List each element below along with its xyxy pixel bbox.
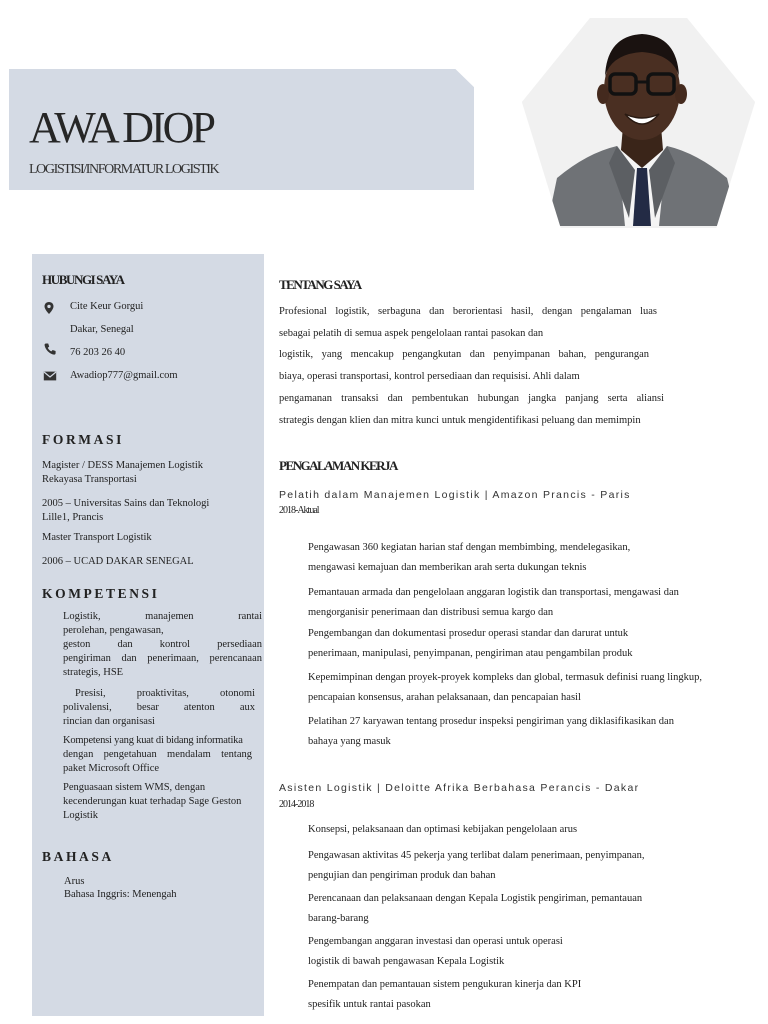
education-heading: FORMASI — [42, 432, 124, 447]
about-line: biaya, operasi transportasi, kontrol persediaan dan requisisi. Ahli dalam — [279, 371, 580, 382]
job-task: Pengawasan 360 kegiatan harian staf dengan membimbing, mendelegasikan, mengawasi kemajuan dan memberikan arah serta dukungan teknis — [308, 542, 631, 573]
about-line: pengamanan transaksi dan pembentukan hubungan jangka panjang serta aliansi — [279, 393, 664, 404]
address-line-1: Cite Keur Gorgui — [70, 301, 144, 312]
email-address: Awadiop777@gmail.com — [70, 370, 178, 381]
job-task: Pengembangan dan dokumentasi prosedur operasi standar dan darurat untuk penerimaan, manipulasi, penyimpanan, pengiriman atau pengambilan produk — [308, 628, 633, 659]
skill-item: Kompetensi yang kuat di bidang informatika dengan pengetahuan mendalam tentang paket Microsoft Office — [63, 735, 252, 774]
job-task: Pemantauan armada dan pengelolaan anggaran logistik dan transportasi, mengawasi dan mengorganisir penerimaan dan distribusi semua kargo dan — [308, 587, 679, 618]
job-dates: 2018-Aktual — [279, 505, 319, 516]
about-heading: TENTANG SAYA — [279, 277, 361, 292]
candidate-subtitle: LOGISTISI/INFORMATUR LOGISTIK — [29, 162, 219, 177]
job-task: Penempatan dan pemantauan sistem pengukuran kinerja dan KPI spesifik untuk rantai pasokan — [308, 979, 582, 1010]
job-title: Asisten Logistik | Deloitte Afrika Berbahasa Perancis - Dakar — [279, 782, 640, 794]
job-task: Pengawasan aktivitas 45 pekerja yang terlibat dalam penerimaan, penyimpanan, pengujian dan pengiriman produk dan bahan — [308, 850, 645, 881]
location-pin-icon — [42, 301, 56, 315]
languages-heading: BAHASA — [42, 849, 114, 864]
job-task: Perencanaan dan pelaksanaan dengan Kepala Logistik pengiriman, pemantauan barang-barang — [308, 893, 643, 924]
education-item: 2005 – Universitas Sains dan Teknologi Lille1, Prancis — [42, 498, 210, 523]
about-line: strategis dengan klien dan mitra kunci untuk mengidentifikasi peluang dan memimpin — [279, 415, 641, 426]
job-task: Pelatihan 27 karyawan tentang prosedur inspeksi pengiriman yang diklasifikasikan dan bahaya yang masuk — [308, 716, 674, 747]
about-line: Profesional logistik, serbaguna dan berorientasi hasil, dengan pengalaman luas — [279, 306, 657, 317]
skill-item: Presisi, proaktivitas, otonomi polivalensi, besar atenton aux rincian dan organisasi — [63, 688, 255, 727]
skills-heading: KOMPETENSI — [42, 586, 160, 601]
candidate-name: AWA DIOP — [29, 103, 213, 152]
skill-item: Penguasaan sistem WMS, dengan kecenderungan kuat terhadap Sage Geston Logistik — [63, 782, 242, 821]
phone-icon — [43, 342, 57, 356]
education-item: Master Transport Logistik — [42, 532, 152, 543]
envelope-icon — [43, 369, 57, 383]
about-line: logistik, yang mencakup pengangkutan dan penyimpanan bahan, pengurangan — [279, 349, 649, 360]
phone-number: 76 203 26 40 — [70, 347, 126, 358]
language-item: Arus — [64, 876, 85, 887]
education-item: 2006 – UCAD DAKAR SENEGAL — [42, 556, 194, 567]
job-dates: 2014-2018 — [279, 799, 314, 810]
contact-heading: HUBUNGI SAYA — [42, 272, 124, 287]
job-task: Konsepsi, pelaksanaan dan optimasi kebijakan pengelolaan arus — [308, 824, 578, 835]
language-item: Bahasa Inggris: Menengah — [64, 889, 177, 900]
experience-heading: PENGALAMAN KERJA — [279, 458, 397, 473]
profile-photo — [517, 18, 760, 228]
skill-item: Logistik, manajemen rantai perolehan, pengawasan, geston dan kontrol persediaan pengiriman dan penerimaan, perencanaan strategis, HSE — [63, 611, 262, 678]
job-task: Kepemimpinan dengan proyek-proyek kompleks dan global, termasuk definisi ruang lingkup, pencapaian konsensus, arahan pelaksanaan, dan pencapaian hasil — [308, 672, 702, 703]
education-item: Magister / DESS Manajemen Logistik Rekayasa Transportasi — [42, 460, 203, 485]
address-line-2: Dakar, Senegal — [70, 324, 134, 335]
job-title: Pelatih dalam Manajemen Logistik | Amazon Prancis - Paris — [279, 489, 631, 501]
job-task: Pengembangan anggaran investasi dan operasi untuk operasi logistik di bawah pengawasan Kepala Logistik — [308, 936, 563, 967]
about-line: sebagai pelatih di semua aspek pengelolaan rantai pasokan dan — [279, 328, 544, 339]
